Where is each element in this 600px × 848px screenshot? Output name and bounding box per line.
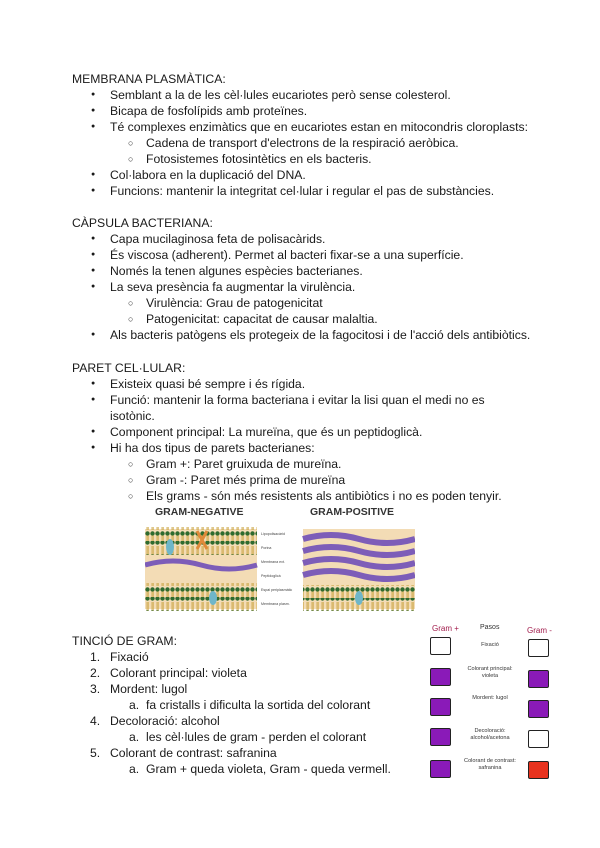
sub-list-item: ○ Els grams - són més resistents als antibiòtics i no es poden tenyir. bbox=[146, 488, 502, 504]
gram-neg-box-step4 bbox=[528, 730, 549, 748]
list-item: ● La seva presència fa augmentar la virulència. bbox=[110, 279, 355, 295]
list-item: ● Capa mucilaginosa feta de polisacàrids. bbox=[110, 231, 325, 247]
gram-neg-header: Gram - bbox=[527, 626, 552, 635]
list-text: Mordent: lugol bbox=[110, 682, 188, 696]
gram-pos-box-step3 bbox=[430, 698, 451, 716]
list-item bbox=[90, 665, 247, 681]
list-text: fa cristalls i dificulta la sortida del colorant bbox=[146, 698, 371, 712]
list-item: ● Funcions: mantenir la integritat cel·lular i regular el pas de substàncies. bbox=[110, 183, 494, 199]
gram-neg-box-step5 bbox=[528, 761, 549, 779]
diagram-label: Porina bbox=[261, 546, 272, 550]
list-number: 1. bbox=[90, 650, 101, 664]
gram-step-label: Colorant principal: violeta bbox=[467, 666, 513, 679]
list-item bbox=[90, 713, 220, 729]
gram-pos-box-step2 bbox=[430, 668, 451, 686]
sub-list-item: ○ Patogenicitat: capacitat de causar malaltia. bbox=[146, 311, 378, 327]
list-item: ● És viscosa (adherent). Permet al bacteri fixar-se a una superfície. bbox=[110, 247, 464, 263]
gram-step-label: Colorant de contrast: safranina bbox=[464, 758, 516, 771]
list-text: Gram + queda violeta, Gram - queda vermell. bbox=[146, 762, 391, 776]
list-item: ● Als bacteris patògens els protegeix de la fagocitosi i de l'acció dels antibiòtics. bbox=[110, 327, 530, 343]
diagram-label: Espai periplasmàtic bbox=[261, 588, 293, 592]
sub-list-item bbox=[129, 761, 391, 777]
sub-list-item: ○ Gram -: Paret més prima de mureïna bbox=[146, 472, 345, 488]
cell-wall-diagram bbox=[145, 503, 415, 623]
gram-pos-header: Gram + bbox=[432, 624, 459, 633]
list-item: ● Funció: mantenir la forma bacteriana i evitar la lisi quan el medi no es isotònic. bbox=[110, 392, 490, 424]
list-number: a. bbox=[129, 730, 140, 744]
gram-neg-box-step3 bbox=[528, 700, 549, 718]
diagram-title-positive: GRAM-POSITIVE bbox=[310, 506, 395, 518]
gram-steps-header: Pasos bbox=[480, 624, 500, 631]
list-item bbox=[90, 745, 277, 761]
list-number: 4. bbox=[90, 714, 101, 728]
heading-membrana: MEMBRANA PLASMÀTICA: bbox=[72, 72, 226, 86]
sub-list-item: ○ Fotosistemes fotosintètics en els bacteris. bbox=[146, 151, 372, 167]
list-number: 2. bbox=[90, 666, 101, 680]
list-item: ● Semblant a la de les cèl·lules eucariotes però sense colesterol. bbox=[110, 87, 451, 103]
heading-tincio: TINCIÓ DE GRAM: bbox=[72, 634, 177, 648]
list-number: a. bbox=[129, 698, 140, 712]
gram-step-label: Mordent: lugol bbox=[472, 695, 508, 701]
diagram-title-negative: GRAM-NEGATIVE bbox=[155, 506, 244, 518]
gram-neg-box-step1 bbox=[528, 639, 549, 657]
list-number: 5. bbox=[90, 746, 101, 760]
list-item: ● Té complexes enzimàtics que en eucariotes estan en mitocondris cloroplasts: bbox=[110, 119, 528, 135]
list-item: ● Només la tenen algunes espècies bacterianes. bbox=[110, 263, 363, 279]
gram-pos-box-step4 bbox=[430, 728, 451, 746]
heading-capsula: CÀPSULA BACTERIANA: bbox=[72, 216, 213, 230]
sub-list-item: ○ Cadena de transport d'electrons de la respiració aeròbica. bbox=[146, 135, 459, 151]
gram-negative-wall bbox=[145, 527, 257, 611]
list-item: ● Hi ha dos tipus de parets bacterianes: bbox=[110, 440, 315, 456]
sub-list-item bbox=[129, 729, 367, 745]
list-number: a. bbox=[129, 762, 140, 776]
gram-stain-table bbox=[425, 620, 565, 780]
gram-pos-box-step1 bbox=[430, 637, 451, 655]
gram-positive-wall bbox=[303, 529, 415, 611]
list-item: ● Existeix quasi bé sempre i és rígida. bbox=[110, 376, 305, 392]
list-text: les cèl·lules de gram - perden el colorant bbox=[146, 730, 367, 744]
sub-list-item: ○ Virulència: Grau de patogenicitat bbox=[146, 295, 323, 311]
diagram-labels bbox=[261, 532, 292, 606]
list-item bbox=[90, 681, 188, 697]
sub-list-item: ○ Gram +: Paret gruixuda de mureïna. bbox=[146, 456, 341, 472]
list-text: Colorant principal: violeta bbox=[110, 666, 247, 680]
list-item: ● Bicapa de fosfolípids amb proteïnes. bbox=[110, 103, 307, 119]
list-item bbox=[90, 649, 149, 665]
diagram-label: Membrana plasm. bbox=[261, 602, 290, 606]
diagram-label: Peptidoglicà bbox=[261, 574, 281, 578]
gram-step-label: Decoloració: alcohol/acetona bbox=[470, 728, 510, 741]
list-item: ● Component principal: La mureïna, que és un peptidoglicà. bbox=[110, 424, 422, 440]
diagram-label: Membrana ext. bbox=[261, 560, 285, 564]
heading-paret: PARET CEL·LULAR: bbox=[72, 361, 186, 375]
gram-step-label: Fixació bbox=[481, 642, 499, 648]
gram-neg-box-step2 bbox=[528, 670, 549, 688]
list-number: 3. bbox=[90, 682, 101, 696]
gram-pos-box-step5 bbox=[430, 760, 451, 778]
list-item: ● Col·labora en la duplicació del DNA. bbox=[110, 167, 306, 183]
list-text: Fixació bbox=[110, 650, 149, 664]
sub-list-item bbox=[129, 697, 371, 713]
list-text: Colorant de contrast: safranina bbox=[110, 746, 277, 760]
list-text: Decoloració: alcohol bbox=[110, 714, 220, 728]
diagram-label: Lipopolisacàrid bbox=[261, 532, 285, 536]
